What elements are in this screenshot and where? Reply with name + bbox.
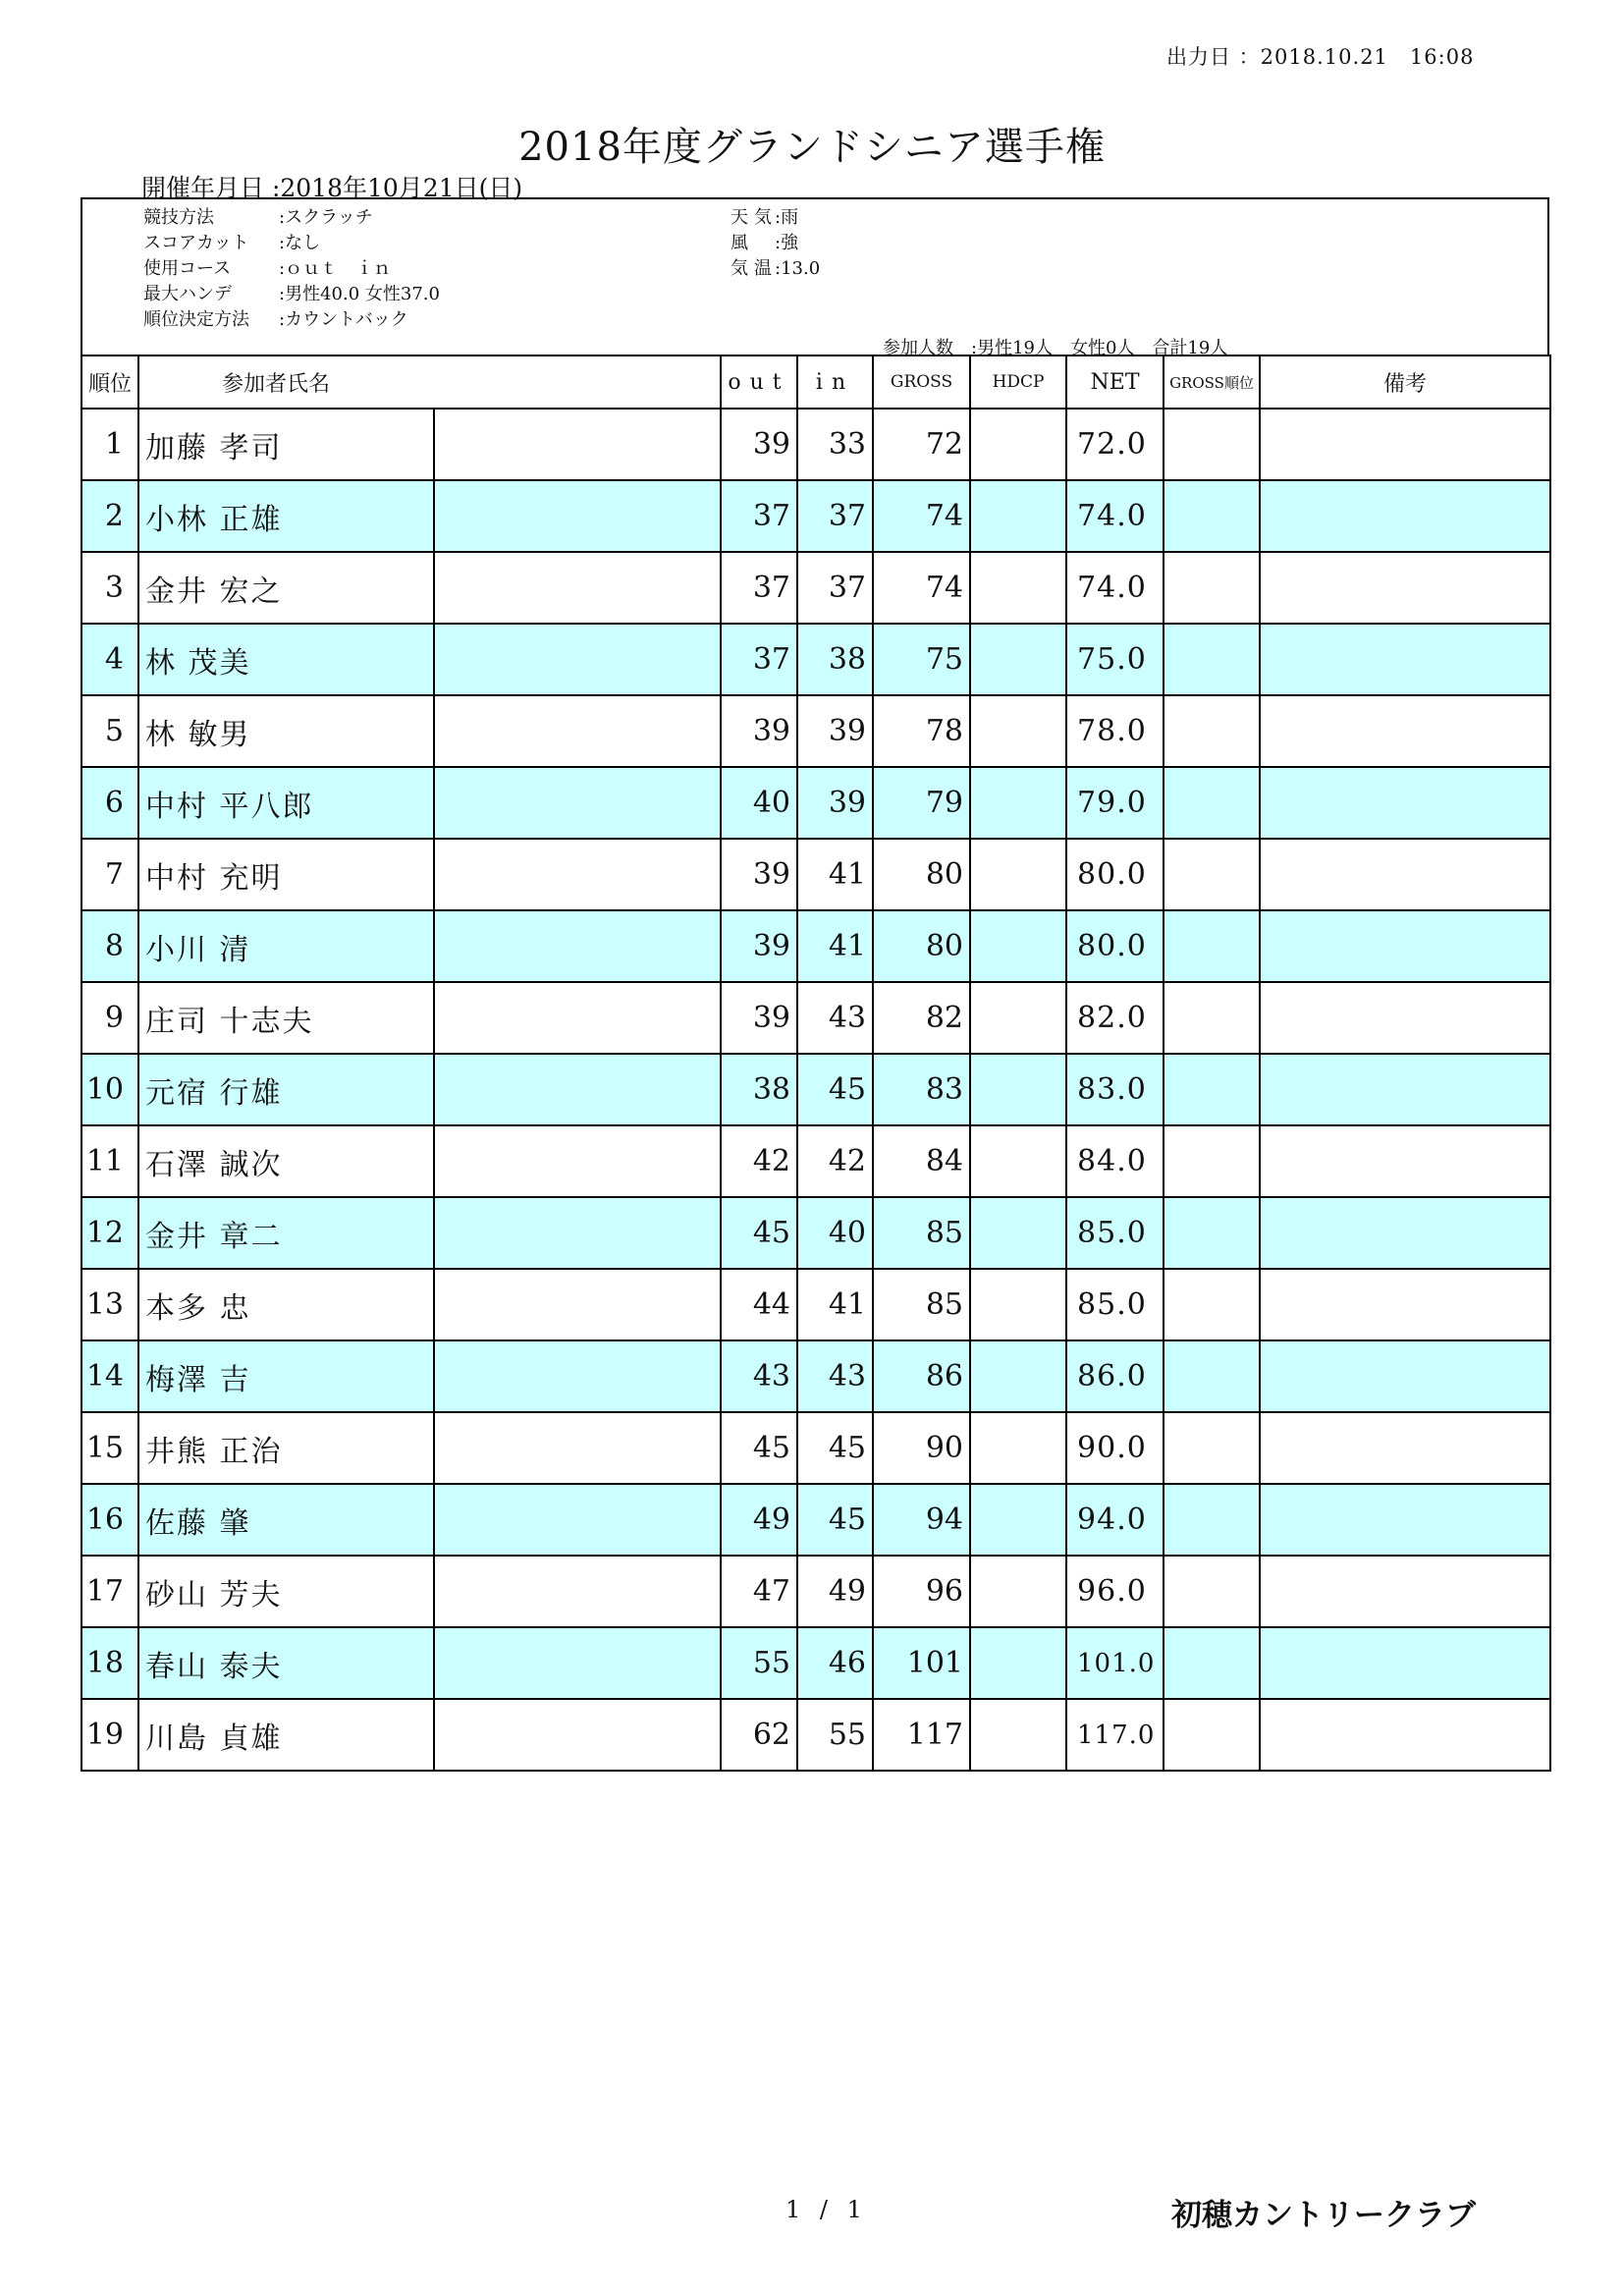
cell-name: 小川 清	[138, 910, 434, 982]
cell-out: 42	[721, 1125, 797, 1197]
table-row	[81, 1269, 1550, 1340]
cell-net: 75.0	[1066, 624, 1164, 695]
cell-rank: 9	[81, 982, 138, 1054]
table-row	[81, 695, 1550, 767]
cell-blank	[434, 695, 721, 767]
cell-blank	[434, 1269, 721, 1340]
cell-rank: 2	[81, 480, 138, 552]
cell-gross: 80	[873, 910, 970, 982]
cell-rank: 14	[81, 1340, 138, 1412]
table-row	[81, 480, 1550, 552]
cell-rank: 17	[81, 1556, 138, 1627]
cell-hdcp	[970, 1197, 1066, 1269]
cell-in: 41	[797, 1269, 873, 1340]
cell-gross: 80	[873, 839, 970, 910]
cell-gross: 74	[873, 552, 970, 624]
cell-name: 加藤 孝司	[138, 409, 434, 480]
cell-gross: 85	[873, 1269, 970, 1340]
table-row	[81, 624, 1550, 695]
cell-net: 83.0	[1066, 1054, 1164, 1125]
cell-gross: 117	[873, 1699, 970, 1771]
cell-net: 96.0	[1066, 1556, 1164, 1627]
table-row	[81, 767, 1550, 839]
cell-out: 39	[721, 839, 797, 910]
table-row	[81, 1054, 1550, 1125]
cell-rank: 10	[81, 1054, 138, 1125]
cell-net: 84.0	[1066, 1125, 1164, 1197]
cell-in: 42	[797, 1125, 873, 1197]
cell-net: 85.0	[1066, 1269, 1164, 1340]
cell-blank	[434, 1699, 721, 1771]
cell-net: 80.0	[1066, 910, 1164, 982]
cell-gross-rank	[1164, 552, 1260, 624]
cell-net: 94.0	[1066, 1484, 1164, 1556]
cell-gross: 101	[873, 1627, 970, 1699]
cell-hdcp	[970, 480, 1066, 552]
club-name: 初穂カントリークラブ	[1171, 2198, 1476, 2233]
cell-gross: 74	[873, 480, 970, 552]
cell-blank	[434, 552, 721, 624]
cell-out: 37	[721, 624, 797, 695]
cell-gross-rank	[1164, 1054, 1260, 1125]
cell-in: 37	[797, 480, 873, 552]
cell-hdcp	[970, 982, 1066, 1054]
cell-remarks	[1260, 1197, 1550, 1269]
cell-net: 74.0	[1066, 480, 1164, 552]
cell-remarks	[1260, 1125, 1550, 1197]
cell-hdcp	[970, 1054, 1066, 1125]
cell-in: 43	[797, 982, 873, 1054]
cell-out: 45	[721, 1412, 797, 1484]
page-title: 2018年度グランドシニア選手権	[518, 125, 1106, 170]
cell-remarks	[1260, 1054, 1550, 1125]
header-net: NET	[1066, 355, 1164, 409]
cell-blank	[434, 1627, 721, 1699]
cell-blank	[434, 1197, 721, 1269]
cell-net: 85.0	[1066, 1197, 1164, 1269]
cell-gross: 83	[873, 1054, 970, 1125]
header-remarks: 備考	[1260, 355, 1550, 409]
cell-hdcp	[970, 910, 1066, 982]
participants-count: 参加人数 :男性19人 女性0人 合計19人	[883, 338, 1228, 358]
cell-name: 林 茂美	[138, 624, 434, 695]
cell-gross-rank	[1164, 982, 1260, 1054]
cell-out: 39	[721, 982, 797, 1054]
cell-out: 55	[721, 1627, 797, 1699]
header-gross-rank: GROSS順位	[1164, 355, 1260, 409]
cell-name: 春山 泰夫	[138, 1627, 434, 1699]
cell-name: 中村 充明	[138, 839, 434, 910]
cell-remarks	[1260, 480, 1550, 552]
cell-rank: 16	[81, 1484, 138, 1556]
table-row	[81, 982, 1550, 1054]
cell-net: 78.0	[1066, 695, 1164, 767]
cell-remarks	[1260, 552, 1550, 624]
cell-blank	[434, 624, 721, 695]
cell-hdcp	[970, 1269, 1066, 1340]
cell-hdcp	[970, 552, 1066, 624]
cell-in: 43	[797, 1340, 873, 1412]
cell-name: 井熊 正治	[138, 1412, 434, 1484]
header-out: out	[721, 355, 797, 409]
cell-gross: 72	[873, 409, 970, 480]
cell-hdcp	[970, 1125, 1066, 1197]
cell-name: 中村 平八郎	[138, 767, 434, 839]
cell-gross-rank	[1164, 1412, 1260, 1484]
cell-gross: 84	[873, 1125, 970, 1197]
info-temperature: 気温:13.0	[731, 258, 821, 279]
header-in: in	[797, 355, 873, 409]
cell-gross: 86	[873, 1340, 970, 1412]
cell-in: 49	[797, 1556, 873, 1627]
cell-in: 45	[797, 1412, 873, 1484]
cell-hdcp	[970, 767, 1066, 839]
cell-in: 39	[797, 695, 873, 767]
cell-name: 金井 宏之	[138, 552, 434, 624]
cell-name: 元宿 行雄	[138, 1054, 434, 1125]
page-number: 1 / 1	[785, 2196, 868, 2223]
table-row	[81, 552, 1550, 624]
cell-gross: 78	[873, 695, 970, 767]
cell-out: 43	[721, 1340, 797, 1412]
cell-out: 44	[721, 1269, 797, 1340]
cell-remarks	[1260, 839, 1550, 910]
cell-net: 86.0	[1066, 1340, 1164, 1412]
cell-blank	[434, 1125, 721, 1197]
info-score-cut: スコアカット :なし	[143, 233, 321, 253]
cell-gross-rank	[1164, 409, 1260, 480]
cell-gross-rank	[1164, 910, 1260, 982]
cell-name: 砂山 芳夫	[138, 1556, 434, 1627]
cell-net: 82.0	[1066, 982, 1164, 1054]
cell-hdcp	[970, 695, 1066, 767]
header-name: 参加者氏名	[138, 355, 721, 409]
cell-hdcp	[970, 409, 1066, 480]
cell-rank: 15	[81, 1412, 138, 1484]
cell-gross-rank	[1164, 1627, 1260, 1699]
cell-out: 39	[721, 695, 797, 767]
cell-gross: 94	[873, 1484, 970, 1556]
event-date: 開催年月日 :2018年10月21日(日)	[141, 174, 523, 202]
table-row	[81, 1556, 1550, 1627]
cell-out: 40	[721, 767, 797, 839]
cell-blank	[434, 1556, 721, 1627]
cell-in: 33	[797, 409, 873, 480]
cell-remarks	[1260, 409, 1550, 480]
cell-remarks	[1260, 982, 1550, 1054]
cell-gross-rank	[1164, 1340, 1260, 1412]
cell-net: 101.0	[1066, 1627, 1164, 1699]
cell-remarks	[1260, 624, 1550, 695]
info-competition-method: 競技方法 :スクラッチ	[143, 207, 373, 228]
cell-out: 39	[721, 910, 797, 982]
cell-gross: 96	[873, 1556, 970, 1627]
cell-blank	[434, 480, 721, 552]
cell-rank: 12	[81, 1197, 138, 1269]
cell-hdcp	[970, 624, 1066, 695]
cell-remarks	[1260, 1556, 1550, 1627]
cell-hdcp	[970, 1340, 1066, 1412]
cell-in: 55	[797, 1699, 873, 1771]
cell-gross-rank	[1164, 767, 1260, 839]
cell-name: 庄司 十志夫	[138, 982, 434, 1054]
cell-net: 72.0	[1066, 409, 1164, 480]
cell-blank	[434, 1484, 721, 1556]
cell-in: 39	[797, 767, 873, 839]
table-row	[81, 1484, 1550, 1556]
cell-hdcp	[970, 839, 1066, 910]
cell-hdcp	[970, 1556, 1066, 1627]
header-gross: GROSS	[873, 355, 970, 409]
cell-remarks	[1260, 1484, 1550, 1556]
table-header-row	[81, 355, 1550, 409]
cell-rank: 6	[81, 767, 138, 839]
cell-net: 80.0	[1066, 839, 1164, 910]
output-date: 出力日 ：2018.10.21 16:08	[1166, 45, 1475, 69]
cell-in: 37	[797, 552, 873, 624]
cell-out: 37	[721, 552, 797, 624]
cell-blank	[434, 982, 721, 1054]
cell-gross-rank	[1164, 695, 1260, 767]
info-ranking-method: 順位決定方法 :カウントバック	[143, 309, 408, 330]
cell-remarks	[1260, 695, 1550, 767]
cell-name: 金井 章二	[138, 1197, 434, 1269]
cell-blank	[434, 1054, 721, 1125]
cell-net: 74.0	[1066, 552, 1164, 624]
cell-out: 47	[721, 1556, 797, 1627]
cell-out: 39	[721, 409, 797, 480]
cell-in: 41	[797, 910, 873, 982]
info-weather: 天気:雨	[731, 207, 799, 228]
cell-gross: 85	[873, 1197, 970, 1269]
cell-rank: 13	[81, 1269, 138, 1340]
table-row	[81, 1627, 1550, 1699]
cell-name: 佐藤 肇	[138, 1484, 434, 1556]
cell-remarks	[1260, 1627, 1550, 1699]
cell-hdcp	[970, 1627, 1066, 1699]
cell-blank	[434, 767, 721, 839]
cell-blank	[434, 1340, 721, 1412]
cell-rank: 11	[81, 1125, 138, 1197]
cell-name: 小林 正雄	[138, 480, 434, 552]
cell-hdcp	[970, 1412, 1066, 1484]
cell-remarks	[1260, 1699, 1550, 1771]
cell-remarks	[1260, 767, 1550, 839]
cell-gross: 90	[873, 1412, 970, 1484]
cell-gross-rank	[1164, 839, 1260, 910]
table-row	[81, 839, 1550, 910]
cell-out: 45	[721, 1197, 797, 1269]
cell-rank: 5	[81, 695, 138, 767]
cell-in: 41	[797, 839, 873, 910]
cell-rank: 1	[81, 409, 138, 480]
cell-gross-rank	[1164, 624, 1260, 695]
table-row	[81, 1412, 1550, 1484]
cell-remarks	[1260, 910, 1550, 982]
cell-rank: 4	[81, 624, 138, 695]
table-row	[81, 1699, 1550, 1771]
info-max-handicap: 最大ハンデ :男性40.0 女性37.0	[143, 284, 440, 304]
cell-out: 62	[721, 1699, 797, 1771]
info-box	[81, 197, 1549, 358]
cell-blank	[434, 839, 721, 910]
cell-rank: 19	[81, 1699, 138, 1771]
cell-out: 49	[721, 1484, 797, 1556]
cell-out: 37	[721, 480, 797, 552]
cell-name: 本多 忠	[138, 1269, 434, 1340]
info-wind: 風 :強	[731, 233, 799, 253]
cell-gross-rank	[1164, 1125, 1260, 1197]
info-course: 使用コース :ｏｕｔ ｉｎ	[143, 258, 392, 279]
cell-hdcp	[970, 1699, 1066, 1771]
cell-blank	[434, 910, 721, 982]
cell-hdcp	[970, 1484, 1066, 1556]
header-hdcp: HDCP	[970, 355, 1066, 409]
table-row	[81, 1197, 1550, 1269]
cell-gross-rank	[1164, 1699, 1260, 1771]
cell-rank: 7	[81, 839, 138, 910]
cell-name: 川島 貞雄	[138, 1699, 434, 1771]
cell-rank: 3	[81, 552, 138, 624]
table-row	[81, 1125, 1550, 1197]
cell-rank: 8	[81, 910, 138, 982]
cell-name: 石澤 誠次	[138, 1125, 434, 1197]
cell-in: 46	[797, 1627, 873, 1699]
cell-gross-rank	[1164, 1197, 1260, 1269]
cell-gross-rank	[1164, 1556, 1260, 1627]
cell-net: 79.0	[1066, 767, 1164, 839]
cell-gross: 82	[873, 982, 970, 1054]
cell-gross-rank	[1164, 480, 1260, 552]
cell-gross: 75	[873, 624, 970, 695]
cell-rank: 18	[81, 1627, 138, 1699]
cell-gross-rank	[1164, 1484, 1260, 1556]
cell-remarks	[1260, 1412, 1550, 1484]
cell-in: 40	[797, 1197, 873, 1269]
cell-remarks	[1260, 1269, 1550, 1340]
cell-name: 林 敏男	[138, 695, 434, 767]
table-row	[81, 409, 1550, 480]
cell-blank	[434, 1412, 721, 1484]
cell-blank	[434, 409, 721, 480]
cell-name: 梅澤 吉	[138, 1340, 434, 1412]
header-rank: 順位	[81, 355, 138, 409]
results-table	[81, 355, 1551, 1772]
table-row	[81, 1340, 1550, 1412]
cell-in: 45	[797, 1484, 873, 1556]
cell-out: 38	[721, 1054, 797, 1125]
table-row	[81, 910, 1550, 982]
cell-remarks	[1260, 1340, 1550, 1412]
cell-gross-rank	[1164, 1269, 1260, 1340]
cell-in: 45	[797, 1054, 873, 1125]
cell-net: 117.0	[1066, 1699, 1164, 1771]
cell-net: 90.0	[1066, 1412, 1164, 1484]
cell-gross: 79	[873, 767, 970, 839]
cell-in: 38	[797, 624, 873, 695]
